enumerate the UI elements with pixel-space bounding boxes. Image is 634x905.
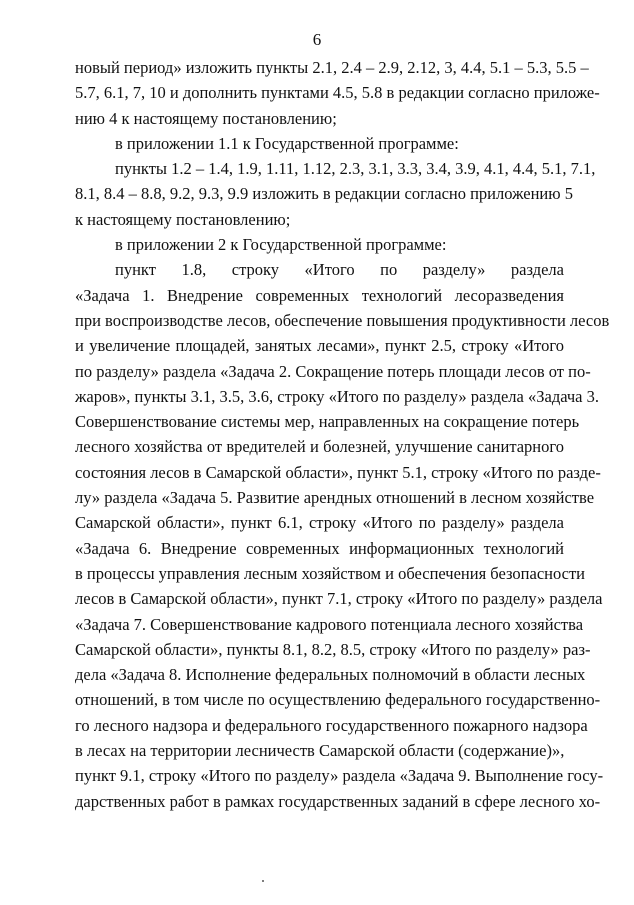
- text-line: нию 4 к настоящему постановлению;: [75, 108, 337, 128]
- text-line: в приложении 2 к Государственной программе:: [115, 235, 447, 255]
- text-line: при воспроизводстве лесов, обеспечение повышения продуктивности лесов: [75, 310, 610, 330]
- text-line: в приложении 1.1 к Государственной программе:: [115, 133, 459, 153]
- text-line: Совершенствование системы мер, направленных на сокращение потерь: [75, 412, 580, 432]
- text-line: Самарской области», пункты 8.1, 8.2, 8.5, строку «Итого по разделу» раз-: [75, 639, 591, 659]
- text-line: и увеличение площадей, занятых лесами», пункт 2.5, строку «Итого: [75, 336, 564, 356]
- text-line: «Задача 6. Внедрение современных информационных технологий: [75, 538, 564, 558]
- page-number: 6: [312, 30, 322, 49]
- text-line: 5.7, 6.1, 7, 10 и дополнить пунктами 4.5, 5.8 в редакции согласно приложе-: [75, 83, 600, 103]
- text-line: пункт 1.8, строку «Итого по разделу» раздела: [115, 260, 564, 280]
- text-line: состояния лесов в Самарской области», пункт 5.1, строку «Итого по разде-: [75, 462, 601, 482]
- text-line: пункт 9.1, строку «Итого по разделу» раздела «Задача 9. Выполнение госу-: [75, 766, 604, 786]
- text-line: пункты 1.2 – 1.4, 1.9, 1.11, 1.12, 2.3, 3.1, 3.3, 3.4, 3.9, 4.1, 4.4, 5.1, 7.1,: [115, 159, 596, 179]
- text-line: 8.1, 8.4 – 8.8, 9.2, 9.3, 9.9 изложить в редакции согласно приложению 5: [75, 184, 573, 204]
- text-line: дарственных работ в рамках государственных заданий в сфере лесного хо-: [75, 791, 601, 811]
- scan-speck: [262, 880, 264, 882]
- text-line: «Задача 7. Совершенствование кадрового потенциала лесного хозяйства: [75, 614, 584, 634]
- text-line: жаров», пункты 3.1, 3.5, 3.6, строку «Итого по разделу» раздела «Задача 3.: [75, 386, 600, 406]
- text-line: отношений, в том числе по осуществлению федерального государственно-: [75, 690, 601, 710]
- text-line: в лесах на территории лесничеств Самарской области (содержание)»,: [75, 741, 565, 761]
- text-line: Самарской области», пункт 6.1, строку «Итого по разделу» раздела: [75, 513, 564, 533]
- text-line: лу» раздела «Задача 5. Развитие арендных отношений в лесном хозяйстве: [75, 488, 595, 508]
- text-line: по разделу» раздела «Задача 2. Сокращение потерь площади лесов от по-: [75, 361, 591, 381]
- body-text: [75, 55, 610, 814]
- text-line: к настоящему постановлению;: [75, 209, 291, 229]
- text-line: го лесного надзора и федерального государственного пожарного надзора: [75, 715, 588, 735]
- text-line: новый период» изложить пункты 2.1, 2.4 – 2.9, 2.12, 3, 4.4, 5.1 – 5.3, 5.5 –: [75, 58, 589, 77]
- text-line: в процессы управления лесным хозяйством и обеспечения безопасности: [75, 563, 586, 583]
- text-line: «Задача 1. Внедрение современных технологий лесоразведения: [75, 285, 564, 305]
- text-line: лесного хозяйства от вредителей и болезней, улучшение санитарного: [75, 437, 564, 457]
- text-line: дела «Задача 8. Исполнение федеральных полномочий в области лесных: [75, 665, 586, 685]
- text-line: лесов в Самарской области», пункт 7.1, строку «Итого по разделу» раздела: [75, 589, 603, 609]
